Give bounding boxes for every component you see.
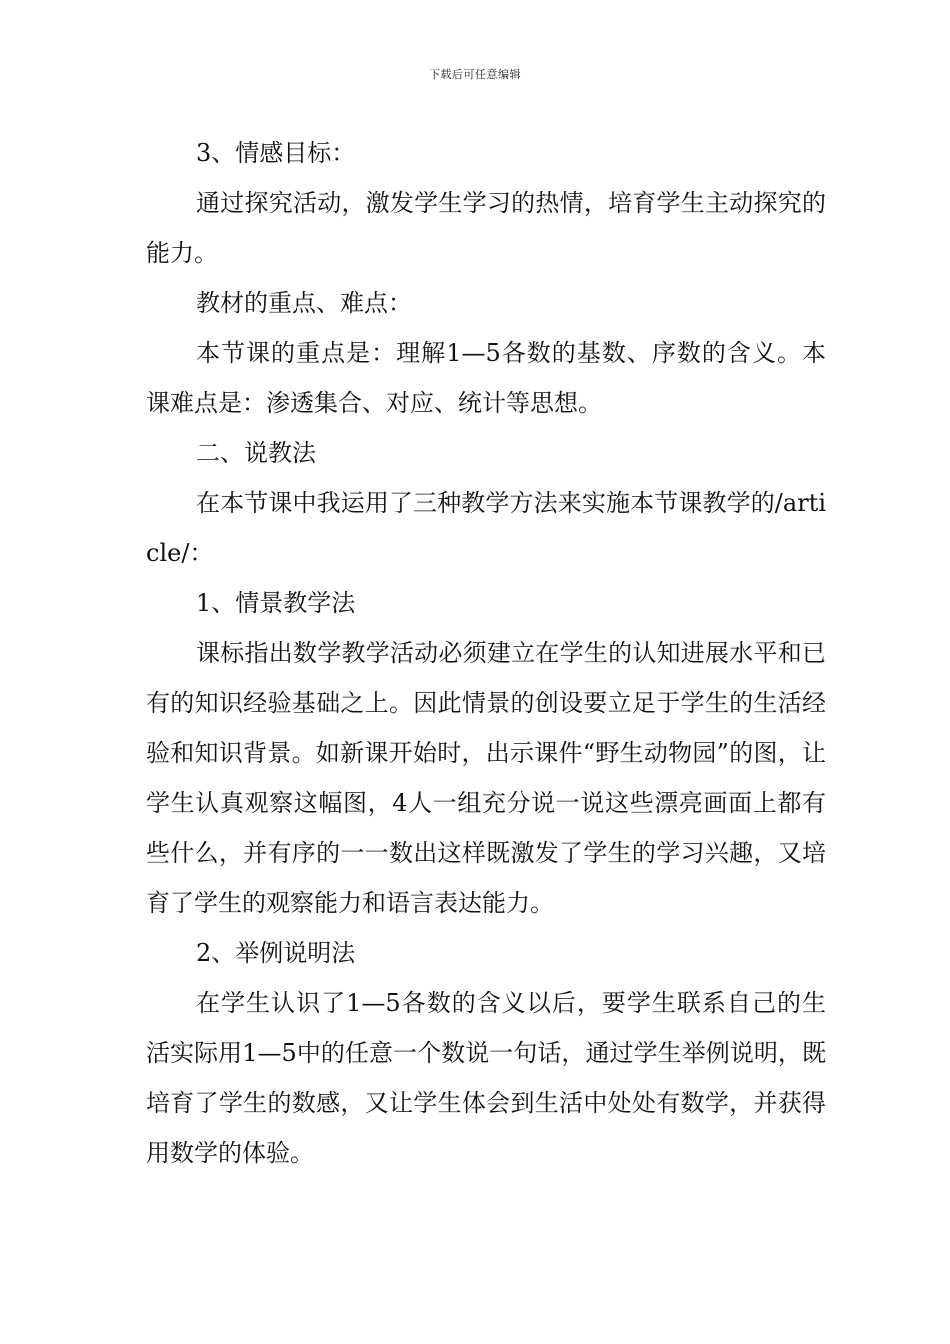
paragraph-key-points: 本节课的重点是：理解1—5各数的基数、序数的含义。本课难点是：渗透集合、对应、统计等思想。 — [146, 339, 826, 417]
paragraph-example-method: 在学生认识了1—5各数的含义以后，要学生联系自己的生活实际用1—5中的任意一个数说一句话，通过学生举例说明，既培育了学生的数感，又让学生体会到生活中处处有数学，并获得用数学的体验。 — [146, 989, 826, 1167]
paragraph-scenario-method-heading: 1、情景教学法 — [196, 589, 356, 617]
paragraph-scenario-method: 课标指出数学教学活动必须建立在学生的认知进展水平和已有的知识经验基础之上。因此情景的创设要立足于学生的生活经验和知识背景。如新课开始时，出示课件“野生动物园”的图，让学生认真观察这幅图，4人一组充分说一说这些漂亮画面上都有些什么，并有序的一一数出这样既激发了学生的学习兴趣，又培育了学生的观察能力和语言表达能力。 — [146, 639, 826, 917]
page-header: 下载后可任意编辑 — [429, 68, 521, 81]
paragraph-teaching-method-intro: 在本节课中我运用了三种教学方法来实施本节课教学的/article/： — [146, 489, 826, 567]
paragraph-example-method-heading: 2、举例说明法 — [196, 939, 356, 967]
paragraph-emotional-goal: 通过探究活动，激发学生学习的热情，培育学生主动探究的能力。 — [146, 189, 826, 267]
document-body — [146, 128, 826, 1178]
paragraph-key-points-heading: 教材的重点、难点： — [196, 289, 412, 317]
paragraph-teaching-method-heading: 二、说教法 — [196, 439, 316, 467]
paragraph-emotional-goal-heading: 3、情感目标： — [196, 139, 356, 167]
